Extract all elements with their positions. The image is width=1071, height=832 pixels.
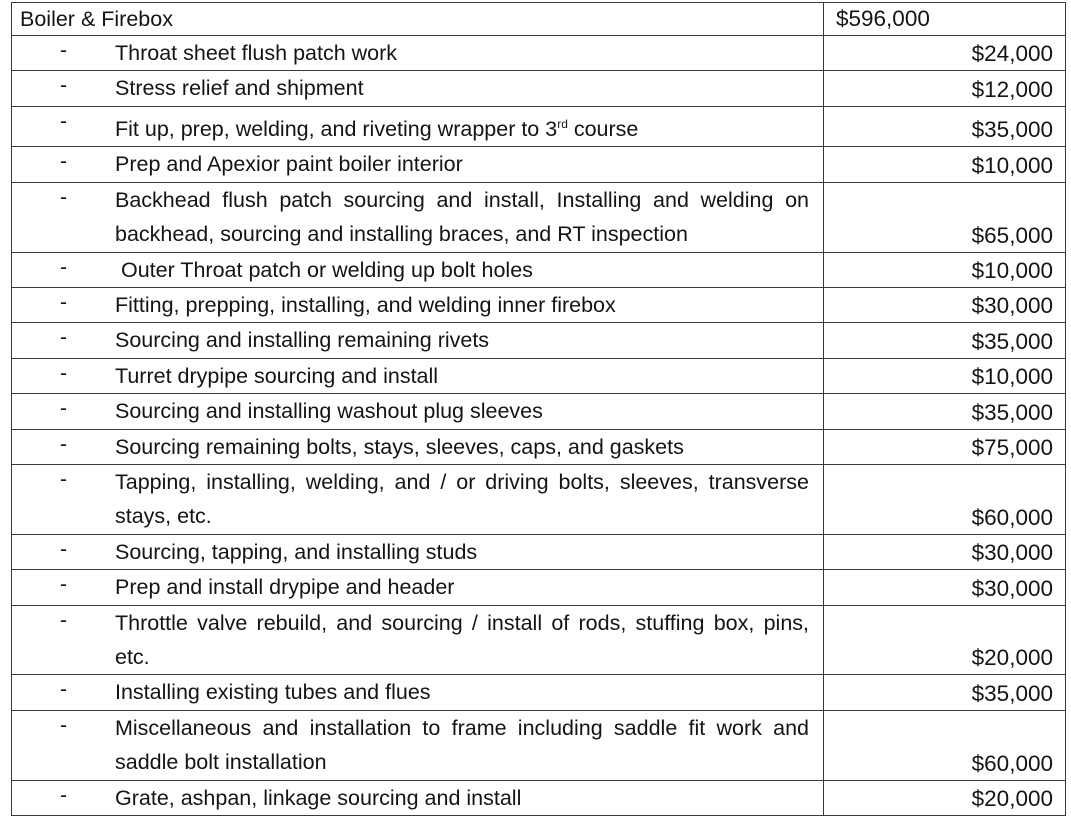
table-row (12, 252, 1066, 287)
item-cost: $30,000 (824, 288, 1066, 323)
item-description: Sourcing, tapping, and installing studs (115, 539, 478, 564)
section-header-row (12, 3, 1066, 36)
table-row (12, 394, 1066, 429)
item-description: Fit up, prep, welding, and riveting wrapper to 3rd course (115, 116, 639, 141)
item-description: Sourcing remaining bolts, stays, sleeves, caps, and gaskets (115, 434, 684, 459)
bullet-dash: - (60, 432, 67, 456)
item-description: Backhead flush patch sourcing and install, Installing and welding on backhead, sourcing and installing braces, and RT inspection (115, 187, 809, 247)
bullet-dash: - (60, 39, 67, 62)
bullet-dash: - (60, 678, 67, 702)
item-description: Grate, ashpan, linkage sourcing and install (115, 785, 522, 810)
bullet-dash: - (60, 573, 67, 597)
table-row (12, 675, 1066, 710)
item-cost: $10,000 (824, 252, 1066, 287)
item-description: Throttle valve rebuild, and sourcing / install of rods, stuffing box, pins, etc. (115, 610, 809, 670)
item-cost: $10,000 (824, 147, 1066, 182)
item-description: Tapping, installing, welding, and / or driving bolts, sleeves, transverse stays, etc. (115, 470, 809, 529)
bullet-dash: - (60, 468, 67, 492)
table-row (12, 36, 1066, 71)
table-row (12, 780, 1066, 815)
item-cost: $30,000 (824, 570, 1066, 605)
section-title-cell (12, 3, 824, 36)
table-row (12, 323, 1066, 358)
item-cost: $75,000 (824, 429, 1066, 464)
bullet-dash: - (60, 185, 67, 209)
table-row (12, 710, 1066, 780)
item-cost: $35,000 (824, 394, 1066, 429)
table-row (12, 288, 1066, 323)
item-description: Prep and Apexior paint boiler interior (115, 152, 463, 177)
item-cost: $20,000 (824, 780, 1066, 815)
item-cost: $60,000 (824, 465, 1066, 535)
table-row (12, 147, 1066, 182)
item-description: Sourcing and installing remaining rivets (115, 328, 490, 353)
table-row (12, 71, 1066, 106)
bullet-dash: - (60, 150, 67, 174)
bullet-dash: - (60, 783, 67, 807)
item-cost: $65,000 (824, 182, 1066, 252)
table-row (12, 570, 1066, 605)
item-description: Miscellaneous and installation to frame including saddle fit work and saddle bolt installation (115, 715, 809, 775)
cost-table (11, 2, 1066, 816)
table-row (12, 429, 1066, 464)
table-row (12, 358, 1066, 393)
bullet-dash: - (60, 74, 67, 98)
bullet-dash: - (60, 608, 67, 632)
bullet-dash: - (60, 713, 67, 737)
bullet-dash: - (60, 291, 67, 314)
table-row (12, 605, 1066, 675)
item-description: Installing existing tubes and flues (115, 680, 431, 705)
item-cost: $35,000 (824, 323, 1066, 358)
bullet-dash: - (60, 255, 67, 279)
item-description: Fitting, prepping, installing, and welding inner firebox (115, 293, 616, 317)
table-row (12, 106, 1066, 147)
bullet-dash: - (60, 109, 67, 133)
table-row (12, 465, 1066, 535)
cost-estimate-sheet (11, 2, 1065, 816)
item-cost: $30,000 (824, 534, 1066, 569)
item-description: Outer Throat patch or welding up bolt holes (115, 257, 533, 282)
bullet-dash: - (60, 397, 67, 421)
item-description: Prep and install drypipe and header (115, 575, 455, 600)
ordinal-suffix: rd (557, 116, 568, 131)
item-cost: $60,000 (824, 710, 1066, 780)
item-cost: $35,000 (824, 106, 1066, 147)
section-total: $596,000 (824, 3, 1066, 36)
table-row (12, 182, 1066, 252)
bullet-dash: - (60, 326, 67, 350)
item-cost: $20,000 (824, 605, 1066, 675)
item-description: Turret drypipe sourcing and install (115, 363, 439, 388)
item-cost: $24,000 (824, 36, 1066, 71)
item-description: Sourcing and installing washout plug sleeves (115, 399, 543, 424)
item-cost: $35,000 (824, 675, 1066, 710)
section-title: Boiler & Firebox (20, 7, 173, 31)
item-cost: $12,000 (824, 71, 1066, 106)
bullet-dash: - (60, 537, 67, 561)
item-description: Throat sheet flush patch work (115, 41, 398, 65)
table-row (12, 534, 1066, 569)
item-description: Stress relief and shipment (115, 76, 364, 101)
bullet-dash: - (60, 361, 67, 385)
item-cost: $10,000 (824, 358, 1066, 393)
